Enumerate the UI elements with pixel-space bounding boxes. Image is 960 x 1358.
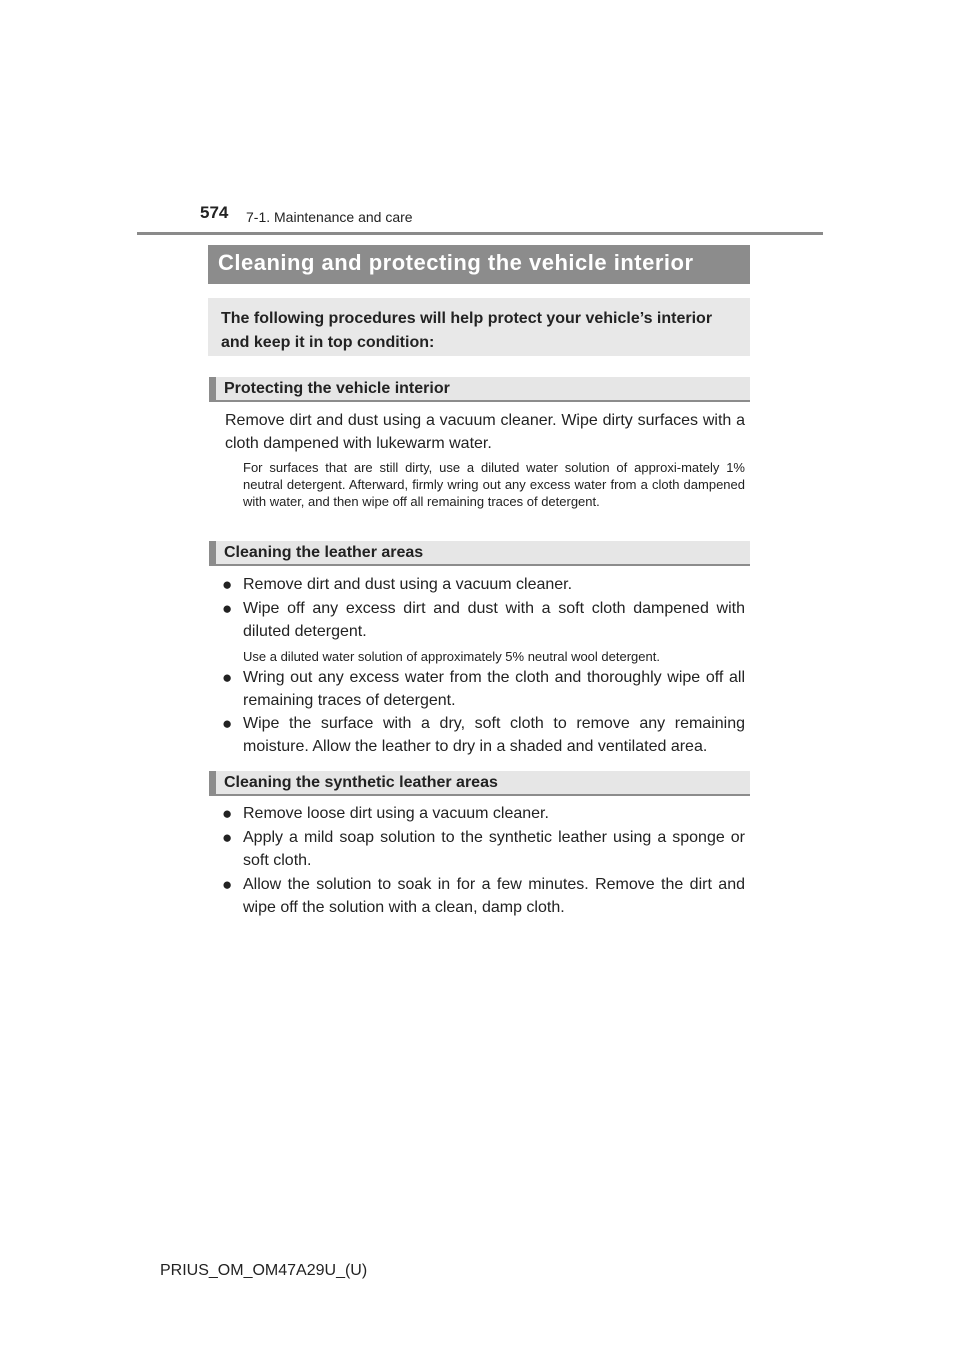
bullet-icon: ●: [222, 804, 233, 823]
footer-doc-id: PRIUS_OM_OM47A29U_(U): [160, 1262, 368, 1279]
section-heading-protecting: Protecting the vehicle interior: [209, 377, 750, 402]
list-item: [222, 873, 745, 919]
list-item-text: Wipe off any excess dirt and dust with a soft cloth dampened with diluted detergent.: [243, 600, 745, 640]
list-item-text: Wipe the surface with a dry, soft cloth to remove any remaining moisture. Allow the leather to dry in a shaded and ventilated area.: [243, 715, 745, 755]
list-item: [222, 802, 745, 825]
bullet-icon: ●: [222, 875, 233, 894]
section-note: Use a diluted water solution of approximately 5% neutral wool detergent.: [243, 649, 660, 664]
intro-box: The following procedures will help protect your vehicle’s interior and keep it in top condition:: [208, 298, 750, 356]
page-number: 574: [200, 203, 229, 222]
page-title: Cleaning and protecting the vehicle interior: [218, 250, 694, 275]
bullet-icon: ●: [222, 599, 233, 618]
bullet-icon: ●: [222, 714, 233, 733]
breadcrumb: 7-1. Maintenance and care: [246, 209, 413, 225]
section-body-text: Remove dirt and dust using a vacuum cleaner. Wipe dirty surfaces with a cloth dampened with lukewarm water.: [225, 412, 745, 452]
header-rule: [137, 232, 823, 235]
bullet-icon: ●: [222, 575, 233, 594]
list-item: [222, 597, 745, 643]
page-title-bar: [208, 245, 750, 284]
list-item: [222, 712, 745, 758]
list-item-text: Allow the solution to soak in for a few minutes. Remove the dirt and wipe off the solution with a clean, damp cloth.: [243, 876, 745, 916]
list-item: [222, 826, 745, 872]
list-item: [222, 573, 745, 596]
list-item-text: Remove loose dirt using a vacuum cleaner.: [243, 805, 549, 822]
list-item-text: Remove dirt and dust using a vacuum cleaner.: [243, 576, 573, 593]
list-item-text: Apply a mild soap solution to the synthetic leather using a sponge or soft cloth.: [243, 829, 745, 869]
list-item: [222, 666, 745, 712]
section-heading-synthetic: Cleaning the synthetic leather areas: [209, 771, 750, 796]
section-note: For surfaces that are still dirty, use a diluted water solution of approxi-mately 1% neutral detergent. Afterward, firmly wring out any excess water from a cloth dampened with water, and then wipe off all remaining traces of detergent.: [243, 460, 745, 509]
list-item-text: Wring out any excess water from the cloth and thoroughly wipe off all remaining traces of detergent.: [243, 669, 745, 709]
bullet-icon: ●: [222, 668, 233, 687]
section-heading-leather: Cleaning the leather areas: [209, 541, 750, 566]
bullet-icon: ●: [222, 828, 233, 847]
